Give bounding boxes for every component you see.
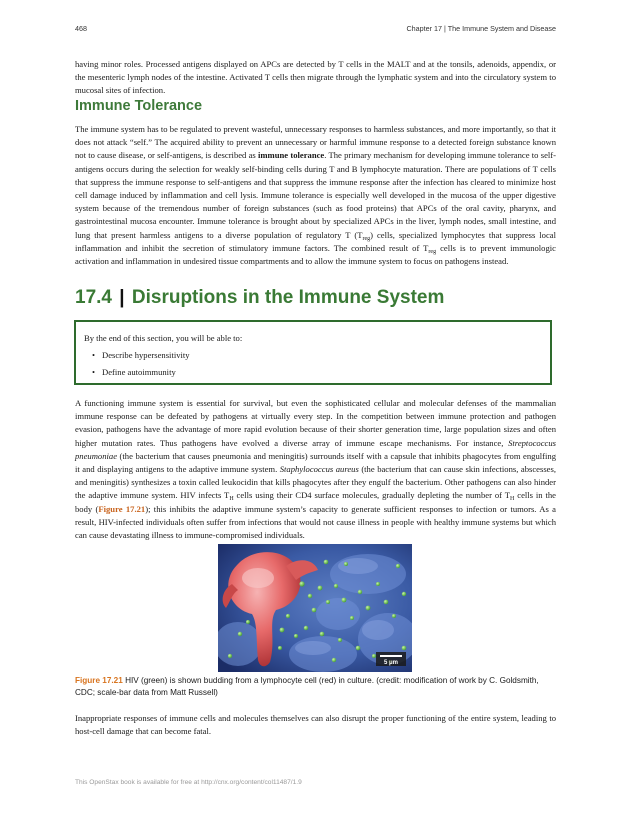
figure-label: Figure 17.21 xyxy=(75,676,123,685)
hiv-micrograph-image xyxy=(218,544,412,672)
section-title: Disruptions in the Immune System xyxy=(131,287,445,308)
immune-tolerance-heading: Immune Tolerance xyxy=(75,98,203,114)
figure-caption: Figure 17.21 HIV (green) is shown budding from a lymphocyte cell (red) in culture. (credit: modification of work by C. Goldsmith, CDC; scale-bar data from Matt Russell) xyxy=(75,676,539,697)
section-number: 17.4 xyxy=(75,287,112,308)
scale-bar-line xyxy=(380,655,402,657)
intro-paragraph: having minor roles. Processed antigens displayed on APCs are detected by T cells in the MALT and at the tonsils, adenoids, appendix, or the mesenteric lymph nodes of the intestine. Activated T cells then migrate through the lymphatic system and into the circulatory system to mucosal sites of infection. xyxy=(75,59,556,96)
immune-evasion-paragraph: A functioning immune system is essential for survival, but even the sophisticated cellular and molecular defenses of the mammalian immune response can be defeated by pathogens at virtually every step. In the competition between immune protection and pathogen evasion, pathogens have the advantage of more rapid evolution because of their shorter generation time, large population sizes and often higher mutation rates. Thus pathogens have evolved a diverse array of immune escape mechanisms. For instance, Streptococcus pneumoniae (the bacterium that causes pneumonia and meningitis) surrounds itself with a capsule that inhibits phagocytes from engulfing it and displaying antigens to the adaptive immune system. Staphylococcus aureus (the bacterium that can cause skin infections, abscesses, and meningitis) synthesizes a toxin called leukocidin that kills phagocytes after they engulf the bacterium. Other pathogens can also hinder the adaptive immune system. HIV infects $T_H$ cells using their CD4 surface molecules, gradually depleting the number of $T_H$ cells in the body (Figure 17.21); this inhibits the adaptive immune system’s capacity to generate sufficient responses to infection or tumors. As a result, HIV-infected individuals often suffer from infections that would not cause illness in people with healthy immune systems but which can cause devastating illness to immune-compromised individuals. xyxy=(75,398,556,541)
scale-bar-label: 5 μm xyxy=(383,660,399,666)
running-header xyxy=(75,24,556,36)
section-separator: | xyxy=(119,287,125,308)
objectives-intro: By the end of this section, you will be able to: xyxy=(84,333,243,343)
streptococcus-name: Streptococcus pneumoniae xyxy=(75,437,556,461)
figure-reference-link[interactable]: Figure 17.21 xyxy=(98,503,146,514)
immune-tolerance-term: immune tolerance xyxy=(258,150,325,161)
objective-item: • Describe hypersensitivity xyxy=(92,350,190,360)
hiv-micrograph-figure xyxy=(218,544,412,672)
immune-tolerance-paragraph: The immune system has to be regulated to prevent wasteful, unnecessary responses to harmless substances, and more importantly, so that it does not attack “self.” The acquired ability to prevent an unnecessary or harmful immune response to a detected foreign substance known not to cause disease, or self-antigens, is described as immune tolerance. The primary mechanism for developing immune tolerance to self-antigens occurs during the selection for weakly self-binding cells during T and B lymphocyte maturation. There are populations of T cells that suppress the immune response to self-antigens and that suppress the immune response after the infection has cleared to minimize host cell damage induced by inflammation and cell lysis. Immune tolerance is especially well developed in the mucosa of the upper digestive system because of the tremendous number of foreign substances (such as food proteins) that APCs of the oral cavity, pharynx, and gastrointestinal mucosa encounter. Immune tolerance is brought about by specialized APCs in the liver, lymph nodes, small intestine, and lung that present harmless antigens to a diverse population of regulatory T $(T_{reg})$ cells, specialized lymphocytes that suppress local inflammation and inhibit the secretion of stimulatory immune factors. The combined result of $T_{reg}$ cells is to prevent immunologic activation and inflammation in undesired tissue compartments and to allow the immune system to focus on pathogens instead. xyxy=(75,124,557,267)
bullet-icon: • xyxy=(92,350,96,360)
page-number: 468 xyxy=(75,24,87,33)
objectives-list xyxy=(86,349,190,383)
bullet-icon: • xyxy=(92,367,96,377)
learning-objectives-box xyxy=(74,320,552,385)
objective-item: • Define autoimmunity xyxy=(92,367,176,377)
chapter-title: Chapter 17 | The Immune System and Disease xyxy=(406,24,556,33)
staphylococcus-name: Staphylococcus aureus xyxy=(279,464,359,475)
closing-paragraph: Inappropriate responses of immune cells and molecules themselves can also disrupt the proper functioning of the entire system, leading to host-cell damage that can become fatal. xyxy=(75,713,556,737)
page-footer: This OpenStax book is available for free at http://cnx.org/content/col11487/1.9 xyxy=(75,779,302,786)
section-heading xyxy=(75,287,444,309)
